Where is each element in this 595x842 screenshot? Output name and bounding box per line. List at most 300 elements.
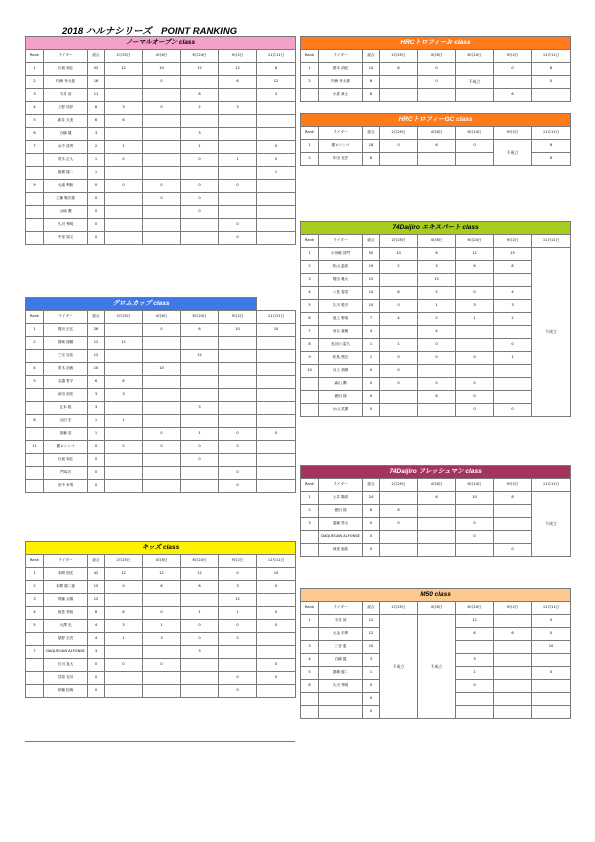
table-row — [26, 480, 296, 493]
points-cell — [257, 376, 296, 389]
points-cell — [105, 167, 143, 180]
table-row — [26, 441, 296, 454]
column-header: 4月8日 — [418, 127, 456, 140]
points-cell: 0 — [219, 232, 257, 245]
points-cell: 6 — [219, 76, 257, 89]
points-cell: 6 — [143, 581, 181, 594]
points-cell: 0 — [418, 352, 456, 365]
points-cell: 0 — [494, 544, 532, 557]
points-cell — [418, 365, 456, 378]
table-row — [26, 219, 296, 232]
points-cell — [219, 659, 257, 672]
table-row — [26, 685, 296, 698]
table-row — [26, 128, 296, 141]
column-header: 11月11日 — [257, 555, 296, 568]
points-cell: 12 — [88, 350, 105, 363]
table-row — [26, 324, 296, 337]
table-row — [26, 467, 296, 480]
header-row — [26, 311, 296, 324]
points-cell: 7 — [363, 313, 380, 326]
points-cell — [257, 363, 296, 376]
class-title-row — [301, 222, 571, 235]
points-cell: 50 — [363, 248, 380, 261]
points-cell: 24 — [363, 492, 380, 505]
column-header: 2月25日 — [380, 127, 418, 140]
column-header: 2月25日 — [380, 235, 418, 248]
column-header: 2月25日 — [380, 479, 418, 492]
rank-cell: 2 — [26, 76, 44, 89]
points-cell: 12 — [456, 248, 494, 261]
rider-name: 新井 久美 — [44, 115, 88, 128]
points-cell — [257, 389, 296, 402]
class-title: M50 class — [301, 589, 571, 602]
points-cell — [257, 102, 296, 115]
points-cell: 0 — [88, 672, 105, 685]
rider-name: 梶ロシンゴ — [44, 441, 88, 454]
points-cell: 0 — [456, 404, 494, 417]
rank-cell — [26, 402, 44, 415]
column-header: 4月8日 — [418, 602, 456, 615]
points-cell: 0 — [380, 378, 418, 391]
points-cell: 4 — [380, 313, 418, 326]
rider-name: 長谷川 雷久 — [319, 339, 363, 352]
points-cell — [257, 128, 296, 141]
column-header: 4月8日 — [418, 50, 456, 63]
rider-name: 小倉 真士 — [319, 89, 363, 102]
points-cell: 0 — [219, 633, 257, 646]
kids-class-table — [25, 541, 296, 702]
points-cell — [418, 518, 456, 531]
points-cell — [494, 667, 532, 680]
points-cell: 8 — [532, 63, 571, 76]
points-cell: 1 — [88, 167, 105, 180]
normal-open-class-table — [25, 36, 296, 249]
points-cell: 0 — [181, 441, 219, 454]
points-cell: 0 — [363, 680, 380, 693]
hrc-trophy-jr-class-table — [300, 36, 571, 102]
points-cell — [380, 531, 418, 544]
points-cell — [418, 89, 456, 102]
points-cell — [494, 391, 532, 404]
rank-cell — [26, 659, 44, 672]
points-cell: 10 — [380, 248, 418, 261]
points-cell: 0 — [181, 193, 219, 206]
points-cell — [105, 89, 143, 102]
points-cell: 3 — [88, 389, 105, 402]
points-cell: 0 — [257, 607, 296, 620]
column-header: ライダー — [319, 127, 363, 140]
points-cell: 0 — [532, 615, 571, 628]
table-row — [26, 428, 296, 441]
class-title: 74Daijiro フレッシュマン class — [301, 466, 571, 479]
points-cell: 0 — [219, 467, 257, 480]
points-cell: 1 — [219, 607, 257, 620]
table-row — [26, 63, 296, 76]
points-cell: 3 — [143, 633, 181, 646]
points-cell: 8 — [181, 89, 219, 102]
column-header: 4月8日 — [143, 555, 181, 568]
points-cell — [143, 206, 181, 219]
rank-cell — [26, 467, 44, 480]
rank-cell — [26, 454, 44, 467]
class-title: ノーマルオープン class — [26, 37, 296, 50]
column-header: 4月8日 — [143, 50, 181, 63]
points-cell — [494, 693, 532, 706]
points-cell — [105, 363, 143, 376]
points-cell — [257, 115, 296, 128]
points-cell: 10 — [143, 363, 181, 376]
points-cell: 0 — [88, 441, 105, 454]
points-cell — [105, 685, 143, 698]
points-cell: 0 — [219, 672, 257, 685]
points-cell: 0 — [494, 339, 532, 352]
points-cell — [219, 167, 257, 180]
class-title-row — [301, 466, 571, 479]
points-cell: 12 — [105, 337, 143, 350]
points-cell: 52 — [88, 63, 105, 76]
points-cell: 15 — [88, 581, 105, 594]
points-cell: 2 — [88, 141, 105, 154]
table-row — [26, 167, 296, 180]
points-cell: 12 — [181, 350, 219, 363]
rank-cell — [301, 628, 319, 641]
points-cell: 0 — [105, 441, 143, 454]
title-filler — [257, 298, 296, 311]
column-header: 2月25日 — [105, 555, 143, 568]
rider-name: 石坂 和弘 — [44, 454, 88, 467]
rider-name: 上野 祐祥 — [44, 102, 88, 115]
points-cell — [143, 480, 181, 493]
table-row — [26, 659, 296, 672]
points-cell: 3 — [105, 102, 143, 115]
points-cell — [219, 376, 257, 389]
column-header: ライダー — [44, 311, 88, 324]
points-cell — [380, 326, 418, 339]
column-header: ライダー — [319, 479, 363, 492]
rider-name: 小山 武廣 — [319, 404, 363, 417]
rider-name: 今井 諒 — [319, 615, 363, 628]
points-cell — [418, 531, 456, 544]
points-cell — [380, 76, 418, 89]
points-cell: 0 — [257, 141, 296, 154]
rank-cell: 8 — [301, 339, 319, 352]
points-cell — [456, 641, 494, 654]
rank-cell — [26, 154, 44, 167]
table-row — [26, 620, 296, 633]
not-held-note: 不成立 — [380, 615, 418, 719]
points-cell — [181, 376, 219, 389]
table-row — [26, 402, 296, 415]
m50-class-table — [300, 588, 571, 719]
points-cell: 12 — [456, 615, 494, 628]
rider-name: 八巻 春菜 — [319, 287, 363, 300]
points-cell: 0 — [143, 659, 181, 672]
rider-name: 徳田 翔 — [319, 391, 363, 404]
points-cell — [456, 274, 494, 287]
column-header: 4月8日 — [143, 311, 181, 324]
rider-name: 三谷 恵 — [319, 641, 363, 654]
points-cell: 0 — [219, 568, 257, 581]
points-cell — [532, 680, 571, 693]
rank-cell: 4 — [26, 363, 44, 376]
column-header: Rank — [26, 50, 44, 63]
rank-cell — [301, 706, 319, 719]
points-cell — [143, 415, 181, 428]
table-row — [301, 313, 571, 326]
rider-name: 大金 歩夢 — [319, 628, 363, 641]
points-cell — [380, 391, 418, 404]
rank-cell: 2 — [301, 153, 319, 166]
rider-name: 坂巻 孝昭 — [44, 607, 88, 620]
points-cell: 11 — [88, 89, 105, 102]
points-cell — [143, 89, 181, 102]
points-cell — [257, 467, 296, 480]
points-cell — [219, 646, 257, 659]
points-cell — [105, 206, 143, 219]
points-cell: 6 — [363, 89, 380, 102]
points-cell: 18 — [363, 140, 380, 153]
column-header: 総合 — [363, 479, 380, 492]
points-cell — [418, 544, 456, 557]
rider-name: 工藤 駆次郎 — [44, 193, 88, 206]
rider-name: 郡嶋 健二 — [319, 667, 363, 680]
table-row — [301, 365, 571, 378]
points-cell: 10 — [88, 363, 105, 376]
points-cell: 0 — [363, 706, 380, 719]
points-cell — [143, 389, 181, 402]
rank-cell: 5 — [26, 620, 44, 633]
points-cell — [257, 480, 296, 493]
class-title: HRCトロフィーJr class — [301, 37, 571, 50]
rank-cell — [26, 389, 44, 402]
header-row — [301, 235, 571, 248]
points-cell — [257, 441, 296, 454]
column-header: 総合 — [88, 311, 105, 324]
rank-cell: 4 — [26, 102, 44, 115]
points-cell — [181, 219, 219, 232]
points-cell: 6 — [363, 76, 380, 89]
points-cell: 15 — [494, 248, 532, 261]
points-cell: 0 — [88, 193, 105, 206]
rank-cell: 6 — [301, 680, 319, 693]
points-cell: 4 — [494, 287, 532, 300]
column-header: ライダー — [44, 555, 88, 568]
table-row — [26, 193, 296, 206]
points-cell — [456, 326, 494, 339]
points-cell: 0 — [363, 404, 380, 417]
column-header: ライダー — [44, 50, 88, 63]
points-cell — [380, 404, 418, 417]
table-row — [301, 76, 571, 89]
points-cell: 6 — [181, 324, 219, 337]
header-row — [26, 50, 296, 63]
points-cell: 3 — [418, 261, 456, 274]
rank-cell — [301, 89, 319, 102]
points-cell: 1 — [257, 167, 296, 180]
column-header: 9月2日 — [494, 602, 532, 615]
rank-cell: 1 — [301, 248, 319, 261]
points-cell: 2 — [418, 287, 456, 300]
not-held-note: 不成立 — [456, 76, 494, 89]
points-cell: 0 — [181, 633, 219, 646]
rank-cell: 10 — [301, 365, 319, 378]
points-cell — [105, 428, 143, 441]
points-cell — [181, 337, 219, 350]
points-cell — [494, 326, 532, 339]
points-cell — [456, 365, 494, 378]
points-cell: 1 — [88, 154, 105, 167]
points-cell — [532, 89, 571, 102]
points-cell: 6 — [418, 492, 456, 505]
points-cell — [456, 63, 494, 76]
rider-name: 久川 秀明 — [44, 219, 88, 232]
points-cell: 0 — [88, 206, 105, 219]
rider-name: 今井 諒 — [44, 89, 88, 102]
points-cell: 6 — [105, 376, 143, 389]
points-cell — [494, 365, 532, 378]
points-cell — [219, 193, 257, 206]
table-row — [301, 492, 571, 505]
points-cell: 14 — [363, 287, 380, 300]
points-cell: 3 — [88, 646, 105, 659]
table-row — [26, 232, 296, 245]
points-cell: 0 — [88, 219, 105, 232]
points-cell — [143, 685, 181, 698]
rider-name: 土井 陽希 — [319, 492, 363, 505]
points-cell: 0 — [88, 659, 105, 672]
points-cell: 6 — [363, 505, 380, 518]
points-cell: 3 — [88, 402, 105, 415]
rider-name: 茂木 正人 — [44, 154, 88, 167]
table-row — [26, 337, 296, 350]
points-cell: 6 — [363, 153, 380, 166]
rider-name: 内海 孝太郎 — [319, 76, 363, 89]
points-cell — [257, 219, 296, 232]
points-cell: 6 — [532, 153, 571, 166]
points-cell: 6 — [105, 115, 143, 128]
points-cell — [143, 128, 181, 141]
class-title-row — [301, 114, 571, 127]
column-header: Rank — [301, 479, 319, 492]
table-row — [26, 363, 296, 376]
column-header: 6月24日 — [456, 127, 494, 140]
points-cell — [143, 350, 181, 363]
points-cell — [456, 89, 494, 102]
points-cell: 1 — [181, 141, 219, 154]
points-cell: 0 — [257, 428, 296, 441]
column-header: 6月24日 — [181, 50, 219, 63]
points-cell — [105, 193, 143, 206]
rider-name: 辻本 聡 — [44, 402, 88, 415]
points-cell: 0 — [105, 180, 143, 193]
points-cell: 1 — [88, 415, 105, 428]
points-cell: 0 — [88, 232, 105, 245]
column-header: Rank — [26, 311, 44, 324]
points-cell: 0 — [181, 206, 219, 219]
table-row — [26, 102, 296, 115]
points-cell — [257, 415, 296, 428]
points-cell: 0 — [257, 672, 296, 685]
rank-cell — [301, 531, 319, 544]
column-header: 9月2日 — [494, 127, 532, 140]
points-cell — [219, 89, 257, 102]
points-cell — [257, 337, 296, 350]
rider-name: 本間 健二郎 — [44, 581, 88, 594]
column-header: 4月8日 — [418, 235, 456, 248]
points-cell — [143, 141, 181, 154]
class-title-row — [301, 589, 571, 602]
points-cell: 0 — [363, 365, 380, 378]
points-cell: 0 — [88, 454, 105, 467]
points-cell — [105, 128, 143, 141]
points-cell: 0 — [219, 180, 257, 193]
points-cell: 1 — [494, 352, 532, 365]
rider-name: 加藤 浩 — [44, 428, 88, 441]
points-cell: 1 — [105, 415, 143, 428]
points-cell: 8 — [88, 607, 105, 620]
points-cell — [105, 219, 143, 232]
column-header: 2月25日 — [380, 602, 418, 615]
table-row — [26, 115, 296, 128]
points-cell — [418, 404, 456, 417]
points-cell: 10 — [257, 324, 296, 337]
table-row — [301, 274, 571, 287]
points-cell: 2 — [494, 313, 532, 326]
column-header: Rank — [26, 555, 44, 568]
header-row — [301, 50, 571, 63]
points-cell — [143, 594, 181, 607]
rank-cell — [301, 404, 319, 417]
points-cell — [257, 454, 296, 467]
points-cell: 10 — [143, 63, 181, 76]
points-cell: 0 — [418, 339, 456, 352]
table-row — [26, 594, 296, 607]
points-cell — [181, 389, 219, 402]
points-cell: 12 — [257, 76, 296, 89]
points-cell: 0 — [456, 287, 494, 300]
points-cell: 0 — [363, 391, 380, 404]
table-row — [26, 568, 296, 581]
points-cell — [181, 480, 219, 493]
column-header: 総合 — [88, 555, 105, 568]
points-cell: 10 — [219, 324, 257, 337]
points-cell: 12 — [181, 568, 219, 581]
table-row — [26, 581, 296, 594]
column-header: 6月24日 — [456, 235, 494, 248]
rank-cell: 4 — [301, 654, 319, 667]
header-row — [301, 479, 571, 492]
table-row — [301, 89, 571, 102]
class-title-row — [26, 298, 296, 311]
points-cell — [494, 706, 532, 719]
blank-cell — [26, 245, 296, 250]
blank-row — [26, 245, 296, 250]
points-cell — [418, 153, 456, 166]
points-cell — [456, 505, 494, 518]
rank-cell: 11 — [26, 441, 44, 454]
points-cell — [181, 594, 219, 607]
rank-cell — [26, 428, 44, 441]
points-cell: 8 — [380, 287, 418, 300]
rider-name: 門馬功 — [44, 467, 88, 480]
points-cell — [143, 467, 181, 480]
points-cell: 10 — [363, 300, 380, 313]
rider-name: 内海 孝太郎 — [44, 76, 88, 89]
points-cell: 8 — [88, 102, 105, 115]
points-cell: 3 — [219, 581, 257, 594]
points-cell: 1 — [105, 633, 143, 646]
points-cell — [143, 115, 181, 128]
